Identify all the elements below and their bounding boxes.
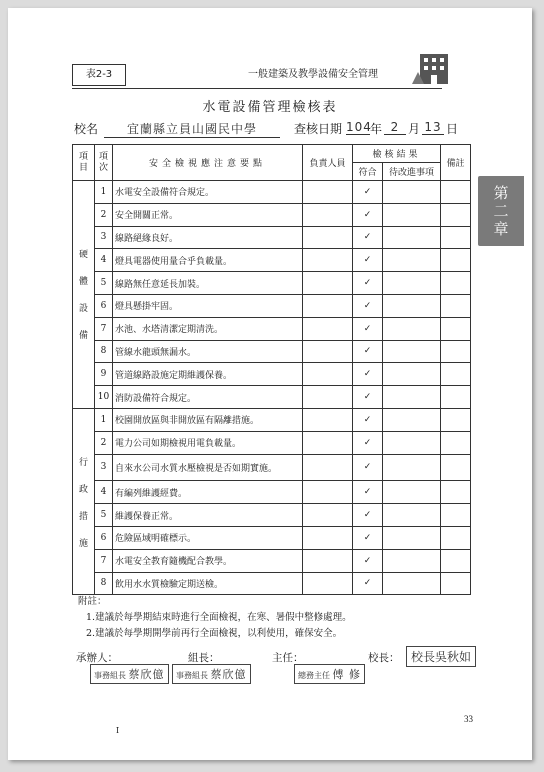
note-item-2: 2.建議於每學期開學前再行全面檢視，以利使用，確保安全。 [86,628,343,639]
handler-label: 承辦人： [76,652,118,664]
row-text: 電力公司如期檢視用電負載量。 [113,431,303,454]
person-cell [303,363,353,386]
conform-check-mark: ✓ [353,249,383,272]
row-number: 2 [95,431,113,454]
row-number: 8 [95,572,113,595]
table-number-box: 表2-3 [72,64,126,86]
row-number: 2 [95,203,113,226]
improve-cell [383,481,441,504]
person-cell [303,249,353,272]
table-row [73,249,471,272]
inspection-table [72,144,471,595]
note-item-1: 1.建議於每學期結束時進行全面檢視，在寒、暑假中整修處理。 [86,612,352,623]
conform-check-mark: ✓ [353,504,383,527]
row-number: 6 [95,294,113,317]
row-text: 線路絕緣良好。 [113,226,303,249]
table-row [73,363,471,386]
person-cell [303,317,353,340]
person-cell [303,203,353,226]
remarks-cell [441,504,471,527]
remarks-cell [441,363,471,386]
improve-cell [383,549,441,572]
row-number: 1 [95,181,113,204]
date-label: 查核日期 [294,122,343,136]
remarks-cell [441,181,471,204]
group-label-char: 施 [78,538,88,549]
notes-label: 附註： [78,596,107,607]
row-text: 安全開關正常。 [113,203,303,226]
row-number: 3 [95,454,113,481]
conform-check-mark: ✓ [353,386,383,409]
row-number: 9 [95,363,113,386]
remarks-cell [441,454,471,481]
improve-cell [383,386,441,409]
group-label-char: 行 [78,457,88,468]
improve-cell [383,272,441,295]
table-row [73,386,471,409]
row-number: 8 [95,340,113,363]
row-text: 管道線路設施定期維護保養。 [113,363,303,386]
conform-check-mark: ✓ [353,408,383,431]
school-building-icon [410,50,454,86]
director-label: 主任： [272,652,304,664]
row-number: 1 [95,408,113,431]
date-month-field: 2 [384,120,406,135]
header-improve: 待改進事項 [383,163,441,181]
row-number: 3 [95,226,113,249]
row-text: 危險區域明確標示。 [113,526,303,549]
school-name-field: 宜蘭縣立員山國民中學 [104,120,280,138]
row-text: 水電安全教育隨機配合教學。 [113,549,303,572]
person-cell [303,294,353,317]
remarks-cell [441,549,471,572]
row-text: 線路無任意延長加裝。 [113,272,303,295]
row-text: 燈具電器使用量合乎負載量。 [113,249,303,272]
conform-check-mark: ✓ [353,363,383,386]
table-row [73,572,471,595]
conform-check-mark: ✓ [353,226,383,249]
conform-check-mark: ✓ [353,549,383,572]
remarks-cell [441,526,471,549]
person-cell [303,431,353,454]
remarks-cell [441,481,471,504]
remarks-cell [441,226,471,249]
principal-stamp: 校長吳秋如 [406,646,476,667]
person-cell [303,272,353,295]
director-stamp-name: 傅 修 [332,668,362,681]
header-points: 安全檢視應注意要點 [113,145,303,181]
leader-label: 組長： [188,652,220,664]
improve-cell [383,431,441,454]
improve-cell [383,408,441,431]
table-row [73,340,471,363]
director-stamp [294,664,365,684]
table-row [73,454,471,481]
chapter-tab [478,176,524,246]
improve-cell [383,203,441,226]
improve-cell [383,340,441,363]
person-cell [303,408,353,431]
notes [78,594,352,642]
leader-stamp-title: 事務組長 [176,671,208,680]
conform-check-mark: ✓ [353,454,383,481]
person-cell [303,504,353,527]
table-row [73,408,471,431]
header-conform: 符合 [353,163,383,181]
table-row [73,294,471,317]
remarks-cell [441,431,471,454]
row-text: 燈具懸掛牢固。 [113,294,303,317]
improve-cell [383,363,441,386]
form-page [8,8,532,760]
table-row [73,203,471,226]
handler-stamp-name: 蔡欣億 [128,668,165,681]
date-year-field: 104 [346,120,372,134]
person-cell [303,549,353,572]
principal-label: 校長： [368,652,400,664]
header-result: 檢核結果 [353,145,441,163]
group-label-char: 備 [78,331,88,342]
improve-cell [383,572,441,595]
person-cell [303,226,353,249]
date-month-unit: 月 [408,122,421,136]
conform-check-mark: ✓ [353,431,383,454]
person-cell [303,572,353,595]
group-label-char: 政 [78,484,88,495]
conform-check-mark: ✓ [353,572,383,595]
conform-check-mark: ✓ [353,203,383,226]
header-title: 一般建築及教學設備安全管理 [248,69,378,80]
group-label-char: 設 [78,304,88,315]
table-row [73,181,471,204]
row-number: 10 [95,386,113,409]
row-text: 校園開放區與非開放區有隔離措施。 [113,408,303,431]
header-person: 負責人員 [303,145,353,181]
header-rule [72,88,442,89]
improve-cell [383,294,441,317]
person-cell [303,340,353,363]
header-item: 項目 [73,145,95,181]
table-row [73,481,471,504]
improve-cell [383,454,441,481]
row-text: 自來水公司水質水壓檢視是否如期實施。 [113,454,303,481]
remarks-cell [441,294,471,317]
table-row [73,317,471,340]
remarks-cell [441,317,471,340]
row-text: 水池、水塔清潔定期清洗。 [113,317,303,340]
row-number: 5 [95,504,113,527]
table-row [73,504,471,527]
group-label-char: 措 [78,511,88,522]
date-year-unit: 年 [370,122,383,136]
conform-check-mark: ✓ [353,181,383,204]
handler-stamp [90,664,169,684]
conform-check-mark: ✓ [353,294,383,317]
row-text: 消防設備符合規定。 [113,386,303,409]
group-label [73,181,95,409]
remarks-cell [441,249,471,272]
form-title: 水電設備管理檢核表 [202,100,338,115]
row-text: 管線水龍頭無漏水。 [113,340,303,363]
remarks-cell [441,272,471,295]
conform-check-mark: ✓ [353,340,383,363]
date-day-unit: 日 [446,122,459,136]
group-label [73,408,95,594]
header-seq: 項次 [95,145,113,181]
person-cell [303,181,353,204]
handler-stamp-title: 事務組長 [94,671,126,680]
group-label-char: 硬 [78,250,88,261]
table-row [73,526,471,549]
table-row [73,226,471,249]
table-row [73,431,471,454]
group-label-char: 體 [78,277,88,288]
conform-check-mark: ✓ [353,272,383,295]
school-label: 校名 [74,122,99,136]
row-text: 有編列維護經費。 [113,481,303,504]
person-cell [303,454,353,481]
conform-check-mark: ✓ [353,526,383,549]
person-cell [303,481,353,504]
improve-cell [383,226,441,249]
remarks-cell [441,572,471,595]
remarks-cell [441,203,471,226]
improve-cell [383,181,441,204]
improve-cell [383,526,441,549]
row-number: 7 [95,549,113,572]
chapter-tab-text: 第二章 [493,184,509,238]
conform-check-mark: ✓ [353,481,383,504]
improve-cell [383,504,441,527]
leader-stamp-name: 蔡欣億 [210,668,247,681]
row-text: 維護保養正常。 [113,504,303,527]
remarks-cell [441,340,471,363]
row-text: 水電安全設備符合規定。 [113,181,303,204]
person-cell [303,386,353,409]
row-number: 4 [95,481,113,504]
remarks-cell [441,386,471,409]
page-number: 33 [464,714,473,724]
header-remarks: 備註 [441,145,471,181]
director-stamp-title: 總務主任 [298,671,330,680]
table-row [73,272,471,295]
row-number: 7 [95,317,113,340]
remarks-cell [441,408,471,431]
improve-cell [383,317,441,340]
margin-mark: I [116,726,120,735]
date-day-field: 13 [422,120,444,135]
person-cell [303,526,353,549]
improve-cell [383,249,441,272]
conform-check-mark: ✓ [353,317,383,340]
row-number: 6 [95,526,113,549]
row-number: 5 [95,272,113,295]
leader-stamp [172,664,251,684]
row-number: 4 [95,249,113,272]
table-row [73,549,471,572]
row-text: 飲用水水質檢驗定期送檢。 [113,572,303,595]
